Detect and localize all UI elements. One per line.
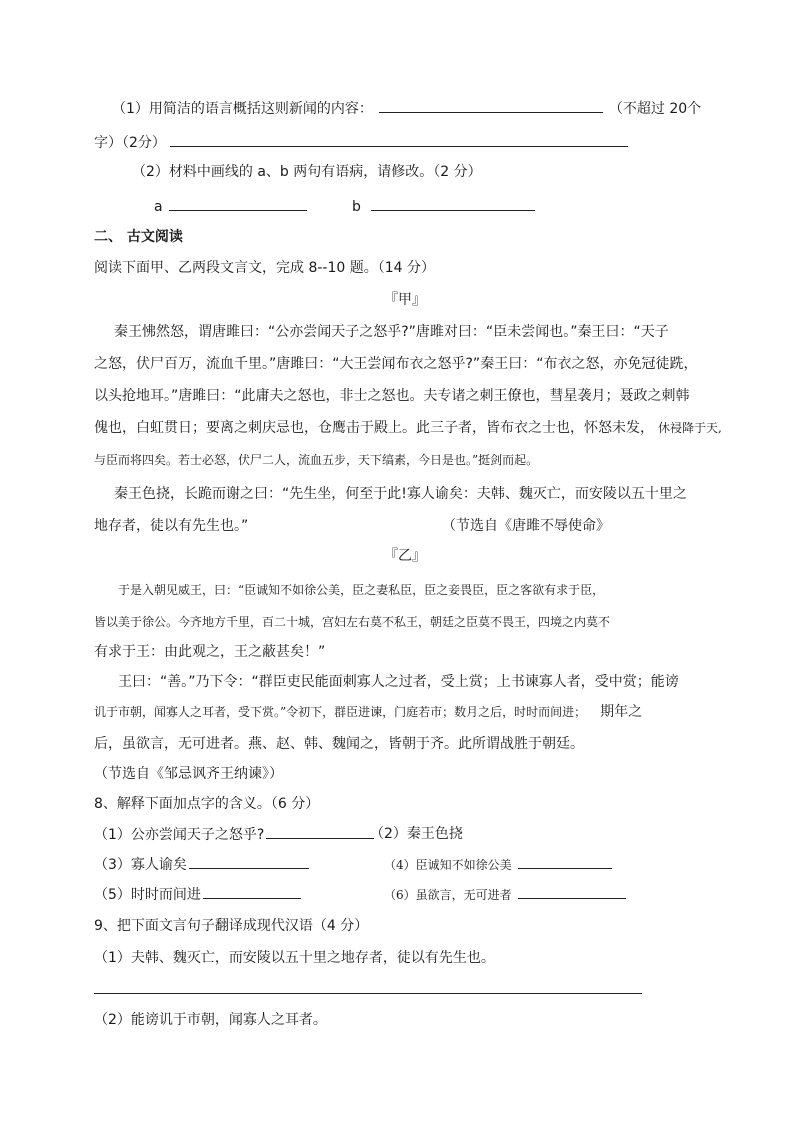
q8-item-text: （3）寡人谕矣: [94, 857, 187, 873]
section-heading: 二、 古文阅读: [94, 229, 183, 245]
q1-answer-blank-2[interactable]: [170, 132, 628, 147]
q9-answer-line-1[interactable]: [94, 993, 642, 994]
q1-limit: （不超过 20个: [608, 101, 702, 117]
q2-b-row: [352, 196, 535, 217]
q8-prompt: 8、解释下面加点字的含义。（6 分）: [94, 796, 320, 812]
q2-prompt: （2）材料中画线的 a、b 两句有语病，请修改。（2 分）: [132, 164, 482, 180]
jia-line: 地存者，徒以有先生也。”: [94, 518, 249, 534]
q8-item: [94, 884, 301, 905]
q8-answer-blank[interactable]: [266, 824, 374, 839]
q2-a-label: a: [154, 199, 163, 215]
q1-answer-blank[interactable]: [379, 98, 603, 113]
q1-score: 字）（2分）: [94, 135, 166, 151]
q1-line1: [112, 98, 701, 119]
yi-line: 皆以美于徐公。今齐地方千里，百二十城，宫妇左右莫不私王，朝廷之臣莫不畏王，四境之内莫不: [94, 615, 611, 629]
q8-item: [384, 884, 626, 905]
q8-answer-blank[interactable]: [518, 884, 626, 899]
q8-item-text: （5）时时而间进: [94, 887, 201, 903]
q8-item-text: （1）公亦尝闻天子之怒乎?: [94, 827, 265, 843]
q1-prompt: （1）用简洁的语言概括这则新闻的内容：: [112, 101, 373, 117]
q1-line2: [94, 132, 628, 153]
q8-item: （2）秦王色挠: [370, 826, 463, 842]
jia-line: 秦王怫然怒，谓唐雎曰：“公亦尝闻天子之怒乎?”唐雎对曰：“臣未尝闻也。”秦王曰：“天子: [114, 324, 669, 340]
q8-answer-blank[interactable]: [518, 854, 612, 869]
q8-item-text: （4）臣诚知不如徐公美: [384, 858, 512, 872]
yi-line: 于是入朝见威王，曰：“臣诚知不如徐公美，臣之妻私臣，臣之妾畏臣，臣之客欲有求于臣，: [118, 583, 605, 597]
jia-source: （节选自《唐雎不辱使命》: [442, 518, 610, 534]
q8-item: [384, 854, 612, 875]
jia-line: 之怒，伏尸百万，流血千里。”唐雎曰：“大王尝闻布衣之怒乎?”秦王曰：“布衣之怒，亦免冠徒跣，: [94, 356, 698, 372]
jia-line: [94, 418, 722, 438]
yi-line: 后，虽欲言，无可进者。燕、赵、韩、魏闻之，皆朝于齐。此所谓战胜于朝廷。: [94, 736, 584, 752]
jia-line-text: 傀也，白虹贯日；要离之刺庆忌也，仓鹰击于殿上。此三子者，皆布衣之士也，怀怒未发，: [94, 420, 654, 436]
jia-title: 『甲』: [384, 292, 426, 308]
q8-item-text: （6）虽欲言，无可进者: [384, 888, 512, 902]
jia-line: 与臣而将四矣。若士必怒，伏尸二人，流血五步，天下缟素，今日是也。”挺剑而起。: [94, 453, 539, 467]
q2-b-blank[interactable]: [371, 196, 535, 211]
jia-line: 秦王色挠，长跪而谢之曰：“先生坐，何至于此!寡人谕矣：夫韩、魏灭亡，而安陵以五十里之: [114, 486, 687, 502]
q9-sentence-2: （2）能谤讥于市朝，闻寡人之耳者。: [94, 1012, 327, 1028]
jia-line: 以头抢地耳。”唐雎曰：“此庸夫之怒也，非士之怒也。夫专诸之刺王僚也，彗星袭月；聂政之刺韩: [94, 388, 690, 404]
q2-b-label: b: [352, 199, 361, 215]
q8-answer-blank[interactable]: [189, 854, 309, 869]
q8-item: [94, 824, 374, 845]
yi-line-text: 讥于市朝，闻寡人之耳者，受下赏。”令初下，群臣进谏，门庭若市；数月之后，时时而间进；: [94, 705, 587, 719]
q9-prompt: 9、把下面文言句子翻译成现代汉语（4 分）: [94, 918, 369, 934]
yi-line-tail: 期年之: [600, 704, 643, 720]
yi-title: 『乙』: [384, 548, 426, 564]
q2-a-blank[interactable]: [169, 196, 307, 211]
yi-line: 王曰：“善。”乃下令：“群臣吏民能面刺寡人之过者，受上赏；上书谏寡人者，受中赏；能谤: [118, 674, 679, 690]
yi-source: （节选自《邹忌讽齐王纳谏》）: [94, 766, 283, 782]
section-instruction: 阅读下面甲、乙两段文言文，完成 8--10 题。（14 分）: [94, 260, 435, 276]
yi-line: 有求于王：由此观之，王之蔽甚矣！”: [94, 644, 326, 660]
jia-line-tail: 休祲降于天,: [658, 421, 722, 435]
q8-answer-blank[interactable]: [203, 884, 301, 899]
yi-line: [94, 702, 642, 722]
q8-item: [94, 854, 309, 875]
q9-sentence-1: （1）夫韩、魏灭亡，而安陵以五十里之地存者，徒以有先生也。: [94, 950, 495, 966]
q2-a-row: [154, 196, 307, 217]
